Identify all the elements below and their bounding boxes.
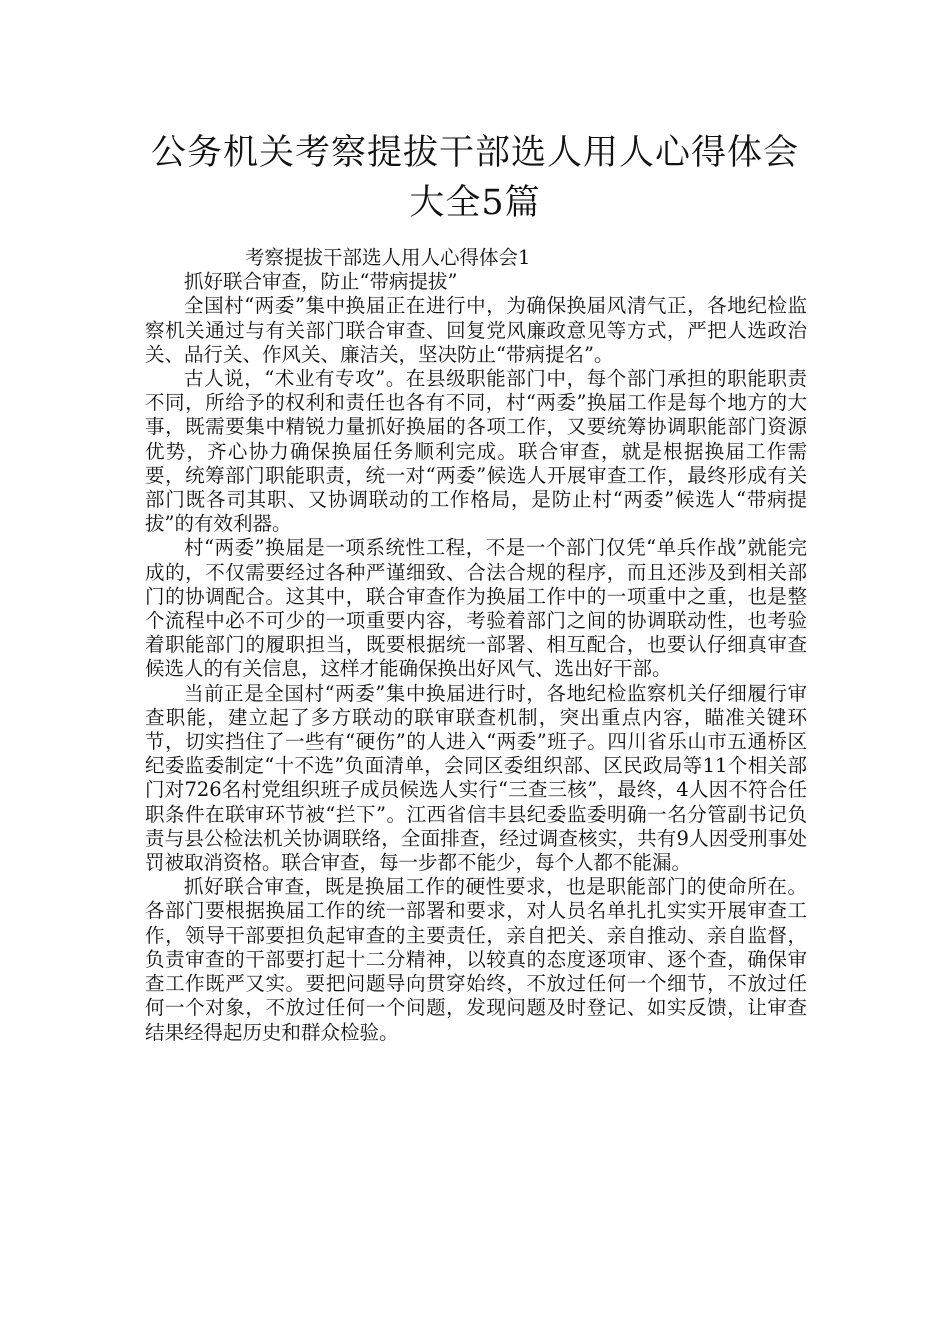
document-title xyxy=(120,128,830,228)
document-body xyxy=(145,246,807,1045)
section-heading: 考察提拔干部选人用人心得体会1 xyxy=(245,246,531,269)
paragraph: 当前正是全国村“两委”集中换届进行时，各地纪检监察机关仔细履行审查职能，建立起了多方联动的联审联查机制，突出重点内容，瞄准关键环节，切实挡住了一些有“硬伤”的人进入“两委”班子。四川省乐山市五通桥区纪委监委制定“十不选”负面清单，会同区委组织部、区民政局等11个相关部门对726名村党组织班子成员候选人实行“三查三核”，最终，4人因不符合任职条件在联审环节被“拦下”。江西省信丰县纪委监委明确一名分管副书记负责与县公检法机关协调联络，全面排查，经过调查核实，共有9人因受刑事处罚被取消资格。联合审查，每一步都不能少，每个人都不能漏。 xyxy=(145,681,807,875)
section-subtitle: 抓好联合审查，防止“带病提拔” xyxy=(184,270,458,294)
document-title-line-2: 大全5篇 xyxy=(409,183,541,223)
paragraph: 抓好联合审查，既是换届工作的硬性要求，也是职能部门的使命所在。各部门要根据换届工作的统一部署和要求，对人员名单扎扎实实开展审查工作，领导干部要担负起审查的主要责任，亲自把关、亲自推动、亲自监督，负责审查的干部要打起十二分精神，以较真的态度逐项审、逐个查，确保审查工作既严又实。要把问题导向贯穿始终，不放过任何一个细节，不放过任何一个对象，不放过任何一个问题，发现问题及时登记、如实反馈，让审查结果经得起历史和群众检验。 xyxy=(145,875,807,1044)
paragraph: 古人说，“术业有专攻”。在县级职能部门中，每个部门承担的职能职责不同，所给予的权利和责任也各有不同，村“两委”换届工作是每个地方的大事，既需要集中精锐力量抓好换届的各项工作，又要统筹协调职能部门资源优势，齐心协力确保换届任务顺利完成。联合审查，就是根据换届工作需要，统筹部门职能职责，统一对“两委”候选人开展审查工作，最终形成有关部门既各司其职、又协调联动的工作格局，是防止村“两委”候选人“带病提拔”的有效利器。 xyxy=(145,367,807,536)
paragraph: 全国村“两委”集中换届正在进行中，为确保换届风清气正，各地纪检监察机关通过与有关部门联合审查、回复党风廉政意见等方式，严把人选政治关、品行关、作风关、廉洁关，坚决防止“带病提名”。 xyxy=(145,294,807,366)
paragraph: 村“两委”换届是一项系统性工程，不是一个部门仅凭“单兵作战”就能完成的，不仅需要经过各种严谨细致、合法合规的程序，而且还涉及到相关部门的协调配合。这其中，联合审查作为换届工作中的一项重中之重，也是整个流程中必不可少的一项重要内容，考验着部门之间的协调联动性，也考验着职能部门的履职担当，既要根据统一部署、相互配合，也要认仔细真审查候选人的有关信息，这样才能确保换出好风气、选出好干部。 xyxy=(145,536,807,681)
document-title-line-1: 公务机关考察提拔干部选人用人心得体会 xyxy=(150,133,799,173)
